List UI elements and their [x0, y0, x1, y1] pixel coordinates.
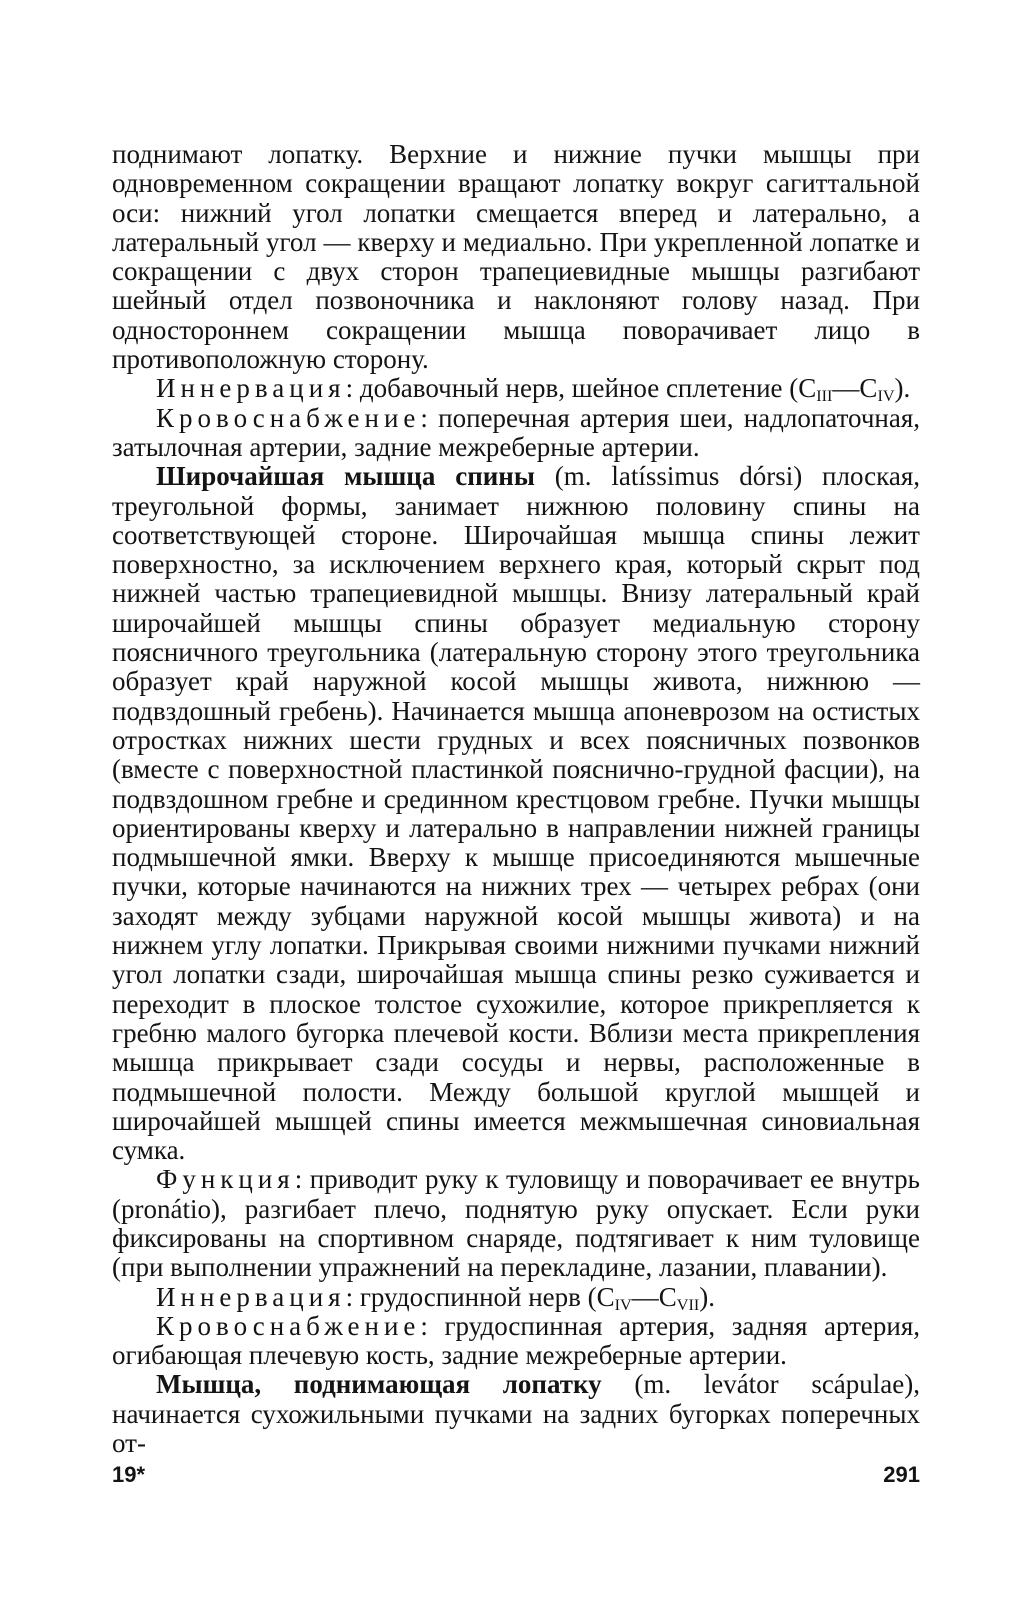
paragraph-trapezius-innervation: Иннервация: добавочный нерв, шейное сплетение $(C_{III}—C_{IV})$.: [156, 373, 911, 406]
section-title-latissimus-dorsi: Широчайшая мышца спины: [156, 461, 535, 492]
paragraph-trapezius-blood-supply: Кровоснабжение: поперечная артерия шеи, надлопаточная, затылочная артерии, задние межреберные артерии.: [112, 402, 920, 462]
signature-mark: 19*: [112, 1462, 146, 1487]
paragraph-levator-scapulae: Мышца, поднимающая лопатку (m. levátor scápulae), начинается сухожильными пучками на задних бугорках поперечных от-: [112, 1369, 920, 1459]
paragraph-latissimus-dorsi: Широчайшая мышца спины (m. latíssimus dórsi) плоская, треугольной формы, занимает нижнюю половину спины на соответствующей стороне. Широчайшая мышца спины лежит поверхностно, за исключением верхнего края, который скрыт под нижней частью трапециевидной мышцы. Внизу латеральный край широчайшей мышцы спины образует медиальную сторону поясничного треугольника (латеральную сторону этого треугольника образует край наружной косой мышцы живота, нижнюю — подвздошный гребень). Начинается мышца апоневрозом на остистых отростках нижних шести грудных и всех поясничных позвонков (вместе с поверхностной пластинкой пояснично-грудной фасции), на подвздошном гребне и срединном крестцовом гребне. Пучки мышцы ориентированы кверху и латерально в направлении нижней границы подмышечной ямки. Вверху к мышце присоединяются мышечные пучки, которые начинаются на нижних трех — четырех ребрах (они заходят между зубцами наружной косой мышцы живота) и на нижнем углу лопатки. Прикрывая своими нижними пучками нижний угол лопатки сзади, широчайшая мышца спины резко суживается и переходит в плоское толстое сухожилие, которое прикрепляется к гребню малого бугорка плечевой кости. Вблизи места прикрепления мышца прикрывает сзади сосуды и нервы, расположенные в подмышечной полости. Между большой круглой мышцей и широчайшей мышцей спины имеется межмышечная синовиальная сумка.: [112, 461, 920, 1166]
function-label: Функция: [156, 1164, 295, 1195]
section-title-levator-scapulae: Мышца, поднимающая лопатку: [156, 1369, 602, 1400]
page-body: [112, 140, 920, 1458]
paragraph-latissimus-innervation: Иннервация: грудоспинной нерв $(C_{IV}—C_{VII})$.: [156, 1281, 716, 1314]
blood-supply-label: Кровоснабжение: [156, 402, 421, 433]
page-number: 291: [883, 1462, 920, 1487]
innervation-label: Иннервация: [156, 1281, 346, 1312]
innervation-label: Иннервация: [156, 373, 346, 404]
paragraph-latissimus-function: Функция: приводит руку к туловищу и поворачивает ее внутрь (pronátio), разгибает плечо, поднятую руку опускает. Если руки фиксированы на спортивном снаряде, подтягивает к ним туловище (при выполнении упражнений на перекладине, лазании, плавании).: [112, 1164, 920, 1283]
paragraph-latissimus-blood-supply: Кровоснабжение: грудоспинная артерия, задняя артерия, огибающая плечевую кость, задние межреберные артерии.: [112, 1310, 920, 1371]
paragraph-trapezius-function: поднимают лопатку. Верхние и нижние пучки мышцы при одновременном сокращении вращают лопатку вокруг сагиттальной оси: нижний угол лопатки смещается вперед и латерально, а латеральный угол — кверху и медиально. При укрепленной лопатке и сокращении с двух сторон трапециевидные мышцы разгибают шейный отдел позвоночника и наклоняют голову назад. При одностороннем сокращении мышца поворачивает лицо в противоположную сторону.: [112, 139, 920, 375]
blood-supply-label: Кровоснабжение: [156, 1310, 421, 1341]
